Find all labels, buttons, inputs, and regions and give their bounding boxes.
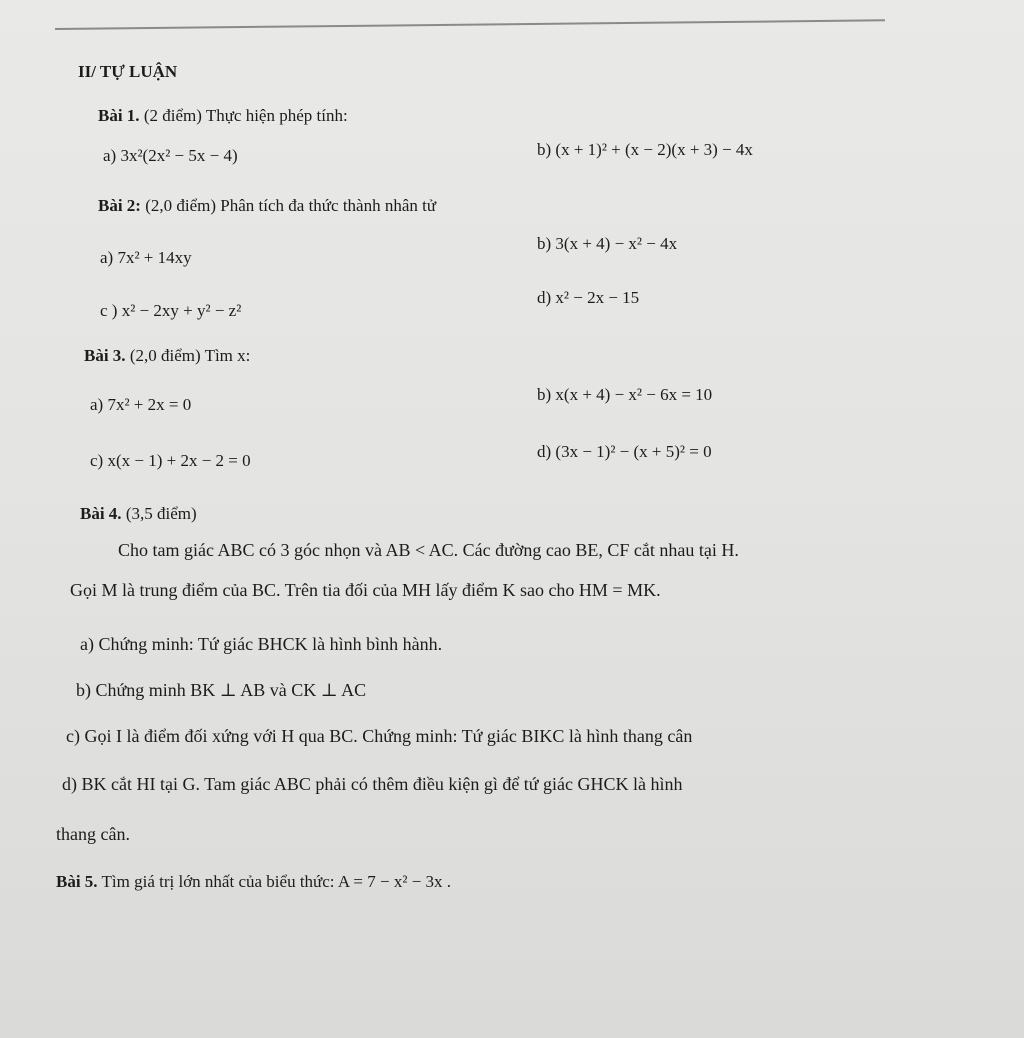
bai1-title: Bài 1.: [98, 106, 140, 125]
bai4-line1: Cho tam giác ABC có 3 góc nhọn và AB < AC. Các đường cao BE, CF cắt nhau tại H.: [118, 540, 739, 560]
bai3-item-a: a) 7x² + 2x = 0: [90, 395, 192, 414]
bai5-title: Bài 5.: [56, 872, 98, 891]
bai3-item-d: d) (3x − 1)² − (x + 5)² = 0: [537, 442, 712, 461]
bai2-item-d: d) x² − 2x − 15: [537, 288, 640, 307]
bai1-item-a: a) 3x²(2x² − 5x − 4): [103, 146, 238, 165]
bai4-item-d-line2: thang cân.: [56, 824, 130, 844]
bai2-item-c: c ) x² − 2xy + y² − z²: [100, 301, 242, 320]
bai3-item-b: b) x(x + 4) − x² − 6x = 10: [537, 385, 713, 404]
bai1-item-b: b) (x + 1)² + (x − 2)(x + 3) − 4x: [537, 140, 753, 159]
bai2-title: Bài 2:: [98, 196, 141, 215]
bai2-item-b: b) 3(x + 4) − x² − 4x: [537, 234, 678, 253]
bai3-title: Bài 3.: [84, 346, 126, 365]
bai4-desc: (3,5 điểm): [125, 504, 197, 523]
bai4-header: [80, 504, 197, 524]
bai4-title: Bài 4.: [80, 504, 122, 523]
bai4-item-c: c) Gọi I là điểm đối xứng với H qua BC. Chứng minh: Tứ giác BIKC là hình thang cân: [66, 726, 693, 746]
bai4-item-d-line1: d) BK cắt HI tại G. Tam giác ABC phải có thêm điều kiện gì để tứ giác GHCK là hình: [62, 774, 683, 794]
bai1-header: [98, 106, 348, 126]
bai5-header: [56, 872, 451, 892]
bai4-line2: Gọi M là trung điểm của BC. Trên tia đối của MH lấy điểm K sao cho HM = MK.: [70, 580, 661, 600]
bai1-desc: (2 điểm) Thực hiện phép tính:: [143, 106, 348, 125]
bai3-header: [84, 346, 250, 366]
bai2-item-a: a) 7x² + 14xy: [100, 248, 192, 267]
bai2-desc: (2,0 điểm) Phân tích đa thức thành nhân tử: [145, 196, 437, 215]
bai2-header: [98, 196, 436, 216]
bai3-item-c: c) x(x − 1) + 2x − 2 = 0: [90, 451, 251, 470]
bai3-desc: (2,0 điểm) Tìm x:: [129, 346, 251, 365]
bai4-item-b: b) Chứng minh BK ⊥ AB và CK ⊥ AC: [76, 680, 367, 700]
bai5-desc: Tìm giá trị lớn nhất của biểu thức: A = 7 − x² − 3x .: [101, 872, 452, 891]
section-title: II/ TỰ LUẬN: [78, 62, 178, 81]
top-rule: [55, 19, 885, 30]
bai4-item-a: a) Chứng minh: Tứ giác BHCK là hình bình hành.: [80, 634, 443, 654]
